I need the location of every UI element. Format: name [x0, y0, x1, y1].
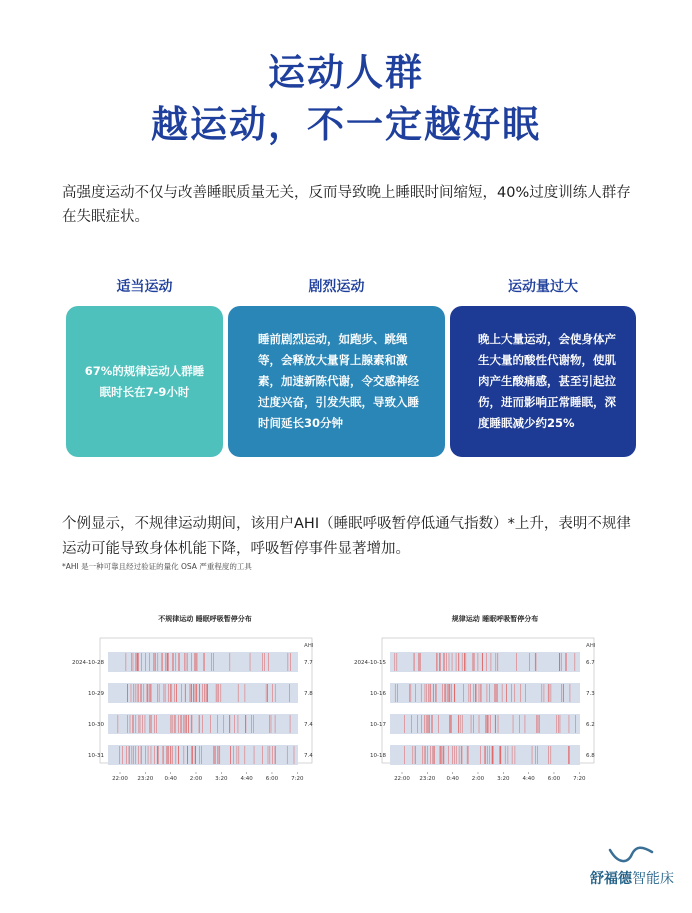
apnea-chart-regular [346, 630, 596, 785]
row-date-label: 2024-10-15 [354, 660, 386, 666]
row-band [108, 745, 298, 765]
row-date-label: 10-18 [370, 753, 386, 759]
row-date-label: 10-30 [88, 722, 104, 728]
brand-name-suffix: 智能床 [632, 871, 674, 887]
row-ahi-value: 6.8 [586, 753, 595, 759]
row-date-label: 10-31 [88, 753, 104, 759]
card-heading-moderate: 适当运动 [116, 279, 173, 295]
row-band [390, 714, 580, 734]
x-tick-label: 2:00 [471, 776, 485, 782]
row-date-label: 2024-10-28 [72, 660, 104, 666]
row-band [390, 745, 580, 765]
card-text: 晚上大量运动，会使身体产生大量的酸性代谢物，使肌肉产生酸痛感，甚至引起拉伤，进而影响正常睡眠，深度睡眠减少约25% [478, 332, 616, 430]
row-band [390, 683, 580, 703]
card-heading-excessive: 运动量过大 [508, 279, 578, 295]
ahi-header: AHI [586, 643, 596, 649]
chart-title-right: 规律运动 睡眠呼吸暂停分布 [451, 615, 539, 623]
card-excessive-exercise [450, 306, 636, 457]
chart-title-left: 不规律运动 睡眠呼吸暂停分布 [158, 615, 252, 623]
x-tick-label: 23:20 [137, 776, 154, 782]
brand-name-main: 舒福德 [590, 871, 632, 887]
row-band [108, 683, 298, 703]
apnea-chart-irregular [60, 630, 330, 785]
row-ahi-value: 6.7 [586, 660, 595, 666]
card-intense-exercise [228, 306, 445, 457]
row-date-label: 10-29 [88, 691, 104, 697]
x-tick-label: 23:20 [419, 776, 436, 782]
row-date-label: 10-17 [370, 722, 386, 728]
x-tick-label: 7:20 [291, 776, 304, 782]
brand-name [590, 868, 674, 888]
card-heading-intense: 剧烈运动 [308, 279, 365, 295]
x-tick-label: 3:20 [215, 776, 228, 782]
x-tick-label: 0:40 [446, 776, 459, 782]
x-tick-label: 4:40 [522, 776, 535, 782]
x-tick-label: 0:40 [164, 776, 177, 782]
x-tick-label: 3:20 [497, 776, 510, 782]
card-text: 睡前剧烈运动，如跑步、跳绳等，会释放大量肾上腺素和激素，加速新陈代谢，令交感神经过度兴奋，引发失眠，导致入睡时间延长30分钟 [258, 332, 419, 430]
x-tick-label: 7:20 [573, 776, 586, 782]
case-paragraph: 个例显示，不规律运动期间，该用户AHI（睡眠呼吸暂停低通气指数）*上升，表明不规律运动可能导致身体机能下降，呼吸暂停事件显著增加。 [62, 516, 631, 557]
row-band [108, 652, 298, 672]
row-ahi-value: 6.2 [586, 722, 595, 728]
ahi-header: AHI [304, 643, 314, 649]
x-tick-label: 22:00 [112, 776, 128, 782]
card-moderate-exercise [66, 306, 223, 457]
intro-paragraph: 高强度运动不仅与改善睡眠质量无关，反而导致晚上睡眠时间缩短，40%过度训练人群存在失眠症状。 [62, 185, 631, 225]
row-ahi-value: 7.7 [304, 660, 313, 666]
x-tick-label: 22:00 [394, 776, 410, 782]
page-title-line2: 越运动，不一定越好眠 [151, 103, 541, 146]
row-date-label: 10-16 [370, 691, 386, 697]
x-tick-label: 6:00 [265, 776, 279, 782]
row-ahi-value: 7.4 [304, 753, 313, 759]
x-tick-label: 4:40 [240, 776, 253, 782]
x-tick-label: 6:00 [547, 776, 561, 782]
x-tick-label: 2:00 [189, 776, 203, 782]
row-ahi-value: 7.8 [304, 691, 313, 697]
brand-logo-icon [608, 844, 654, 868]
row-ahi-value: 7.4 [304, 722, 313, 728]
page-title-line1: 运动人群 [268, 51, 424, 94]
footnote: *AHI 是一种可靠且经过验证的量化 OSA 严重程度的工具 [62, 562, 252, 571]
card-text: 67%的规律运动人群睡眠时长在7-9小时 [84, 363, 205, 399]
row-ahi-value: 7.3 [586, 691, 595, 697]
